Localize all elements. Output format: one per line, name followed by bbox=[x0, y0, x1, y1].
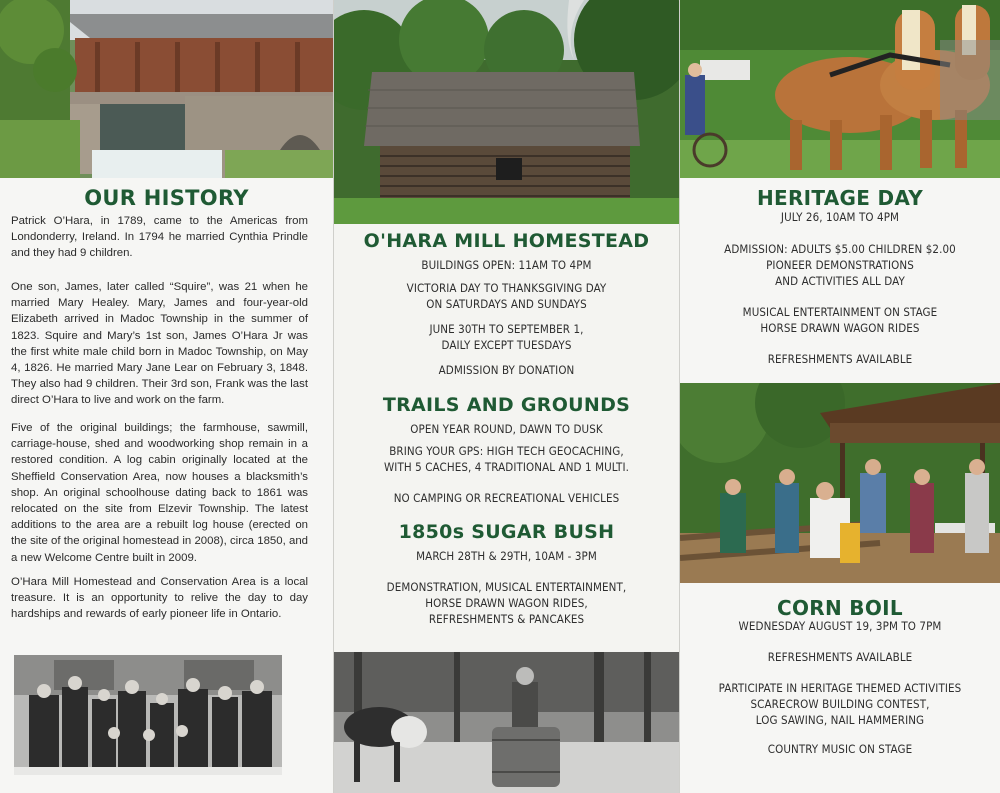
homestead-hours: BUILDINGS OPEN: 11AM TO 4PM bbox=[421, 258, 592, 272]
homestead-title: O'HARA MILL HOMESTEAD bbox=[363, 230, 650, 252]
corn-boil-refreshments: REFRESHMENTS AVAILABLE bbox=[767, 650, 913, 664]
log-cabin-photo bbox=[334, 0, 679, 224]
sugar-bush-refreshments: REFRESHMENTS & PANCAKES bbox=[428, 612, 585, 626]
historic-family-photo bbox=[14, 655, 282, 775]
sugar-bush-rides: HORSE DRAWN WAGON RIDES, bbox=[425, 596, 588, 610]
trails-geocaching: BRING YOUR GPS: HIGH TECH GEOCACHING, bbox=[389, 444, 624, 458]
homestead-admission: ADMISSION BY DONATION bbox=[438, 363, 575, 377]
homestead-summer-days: DAILY EXCEPT TUESDAYS bbox=[441, 338, 572, 352]
corn-boil-photo bbox=[680, 383, 1000, 583]
corn-boil-title: CORN BOIL bbox=[777, 596, 903, 620]
homestead-summer-dates: JUNE 30TH TO SEPTEMBER 1, bbox=[429, 322, 584, 336]
covered-bridge-photo bbox=[0, 0, 333, 178]
corn-boil-sawing: LOG SAWING, NAIL HAMMERING bbox=[755, 713, 925, 727]
sugar-bush-dates: MARCH 28TH & 29TH, 10AM - 3PM bbox=[416, 549, 597, 563]
corn-boil-activities: PARTICIPATE IN HERITAGE THEMED ACTIVITIES bbox=[718, 681, 962, 695]
corn-boil-music: COUNTRY MUSIC ON STAGE bbox=[767, 742, 913, 756]
events-panel bbox=[680, 0, 1000, 793]
trails-title: TRAILS AND GROUNDS bbox=[382, 394, 631, 416]
corn-boil-scarecrow: SCARECROW BUILDING CONTEST, bbox=[750, 697, 930, 711]
heritage-day-admission: ADMISSION: ADULTS $5.00 CHILDREN $2.00 bbox=[724, 242, 956, 256]
heritage-day-activities: AND ACTIVITIES ALL DAY bbox=[775, 274, 905, 288]
trails-hours: OPEN YEAR ROUND, DAWN TO DUSK bbox=[410, 422, 603, 436]
history-paragraph-2: One son, James, later called “Squire”, was 21 when he married Mary Healey. Mary, James and four-year-old Elizabeth arrived in Madoc Township in the summer of 1823. Squire and Mary’s 1st son, James O’Hara Jr was the first white male child born in Madoc Township, on May 4, 1826. He married Mary Jane Lear on February 3, 1848. They also had 9 children. Their 3rd son, Frank was the last direct O’Hara to live and work on the farm. bbox=[11, 281, 308, 407]
heritage-day-demonstrations: PIONEER DEMONSTRATIONS bbox=[766, 258, 914, 272]
history-paragraph-3: Five of the original buildings; the farmhouse, sawmill, carriage-house, shed and woodworking shop remain in a restored condition. A log cabin originally located at the Sheffield Conservation Area, now houses a blacksmith’s shop. An original schoolhouse dating back to 1861 was relocated on the site from Elzevir Township. The latest additions to the area are a rebuilt log house (erected on the site of the original homestead in 2008), circa 1850, and a new Welcome Centre built in 2009. bbox=[11, 422, 308, 564]
history-panel bbox=[0, 0, 333, 793]
heritage-day-date: JULY 26, 10AM TO 4PM bbox=[780, 210, 900, 224]
heritage-day-rides: HORSE DRAWN WAGON RIDES bbox=[760, 321, 920, 335]
heritage-day-title: HERITAGE DAY bbox=[756, 186, 924, 210]
trails-caches: WITH 5 CACHES, 4 TRADITIONAL AND 1 MULTI. bbox=[383, 460, 630, 474]
history-paragraph-1: Patrick O’Hara, in 1789, came to the Americas from Londonderry, Ireland. In 1794 he married Cynthia Prindle and they had 9 children. bbox=[11, 215, 308, 260]
heritage-day-refreshments: REFRESHMENTS AVAILABLE bbox=[767, 352, 913, 366]
horse-wagon-photo bbox=[680, 0, 1000, 178]
history-title: OUR HISTORY bbox=[84, 186, 249, 210]
sugar-bush-title: 1850s SUGAR BUSH bbox=[398, 521, 615, 543]
homestead-weekends: ON SATURDAYS AND SUNDAYS bbox=[426, 297, 587, 311]
history-paragraph-4: O’Hara Mill Homestead and Conservation Area is a local treasure. It is an opportunity to relive the day to day hardships and rewards of early pioneer life in Ontario. bbox=[11, 576, 308, 621]
sugar-bush-activities: DEMONSTRATION, MUSICAL ENTERTAINMENT, bbox=[386, 580, 627, 594]
sugar-bush-photo bbox=[334, 652, 679, 793]
heritage-day-music: MUSICAL ENTERTAINMENT ON STAGE bbox=[742, 305, 938, 319]
homestead-season: VICTORIA DAY TO THANKSGIVING DAY bbox=[406, 281, 607, 295]
trails-restrictions: NO CAMPING OR RECREATIONAL VEHICLES bbox=[393, 491, 620, 505]
homestead-panel bbox=[334, 0, 679, 793]
corn-boil-date: WEDNESDAY AUGUST 19, 3PM TO 7PM bbox=[738, 619, 942, 633]
